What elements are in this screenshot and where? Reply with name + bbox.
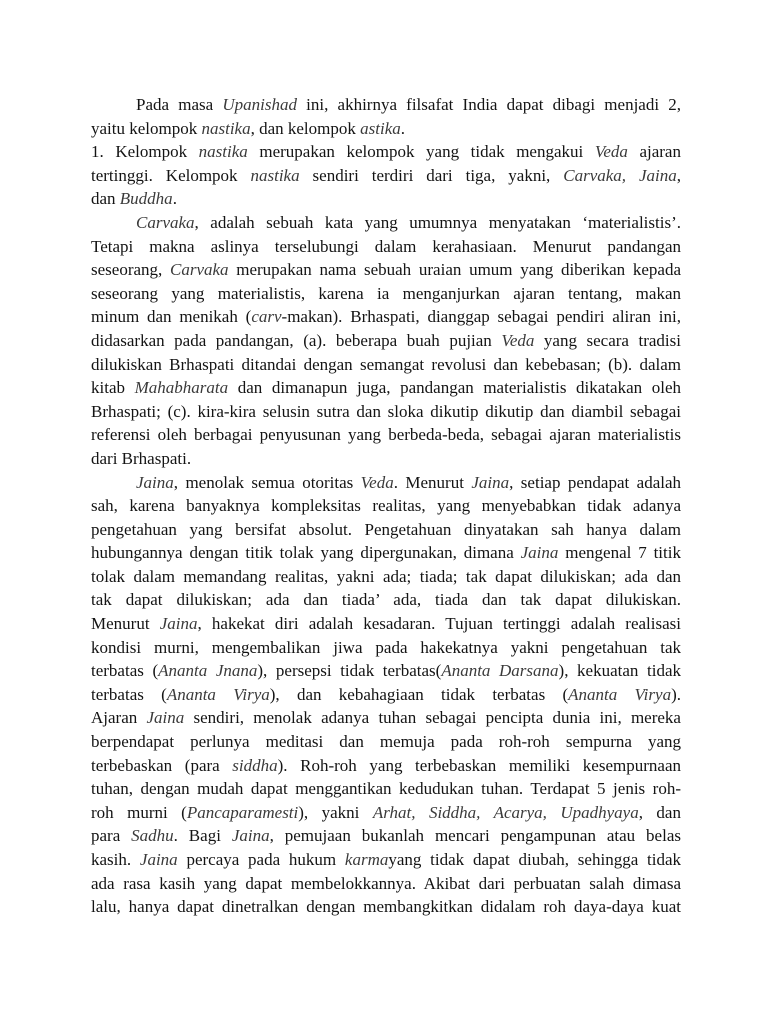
text-segment: yang tidak dapat diubah, sehingga tidak — [388, 850, 681, 869]
text-line — [91, 895, 681, 919]
text-segment: pengetahuan yang bersifat absolut. Pengetahuan dinyatakan sah hanya dalam — [91, 519, 681, 539]
text-segment: mengenal 7 titik — [558, 543, 681, 563]
text-line — [91, 824, 681, 848]
text-line — [91, 683, 681, 707]
text-line — [91, 93, 681, 117]
text-line — [91, 140, 681, 164]
text-segment: ), persepsi tidak terbatas( — [257, 661, 442, 681]
text-segment: 1. Kelompok — [91, 142, 199, 162]
text-line — [91, 612, 681, 636]
text-segment: Menurut — [91, 614, 160, 634]
italic-term: Jaina — [146, 708, 185, 728]
text-segment: kondisi murni, mengembalikan jiwa pada hakekatnya yakni pengetahuan tak — [91, 637, 681, 657]
italic-term: Ananta Jnana — [158, 661, 258, 681]
text-line — [91, 353, 681, 377]
text-segment: , setiap pendapat adalah — [509, 472, 682, 492]
text-segment: dilukiskan Brhaspati ditandai dengan semangat revolusi dan kebebasan; (b). dalam — [91, 354, 681, 374]
text-segment: seseorang, — [91, 260, 170, 280]
text-line — [91, 282, 681, 306]
text-line — [91, 518, 681, 542]
text-segment: sah, karena banyaknya kompleksitas realitas, yang menyebabkan tidak adanya — [91, 496, 681, 516]
text-segment: . Menurut — [393, 472, 472, 492]
text-segment: tak dapat dilukiskan; ada dan tiada’ ada, tiada dan tak dapat dilukiskan. — [91, 590, 681, 610]
text-line — [91, 164, 681, 188]
text-line — [91, 329, 681, 353]
text-line — [91, 872, 681, 896]
text-line — [91, 659, 681, 683]
text-line — [91, 258, 681, 282]
text-segment: ada rasa kasih yang dapat membelokkannya. Akibat dari perbuatan salah dimasa — [91, 873, 681, 893]
text-segment: roh murni ( — [91, 802, 187, 822]
italic-term: Upanishad — [222, 95, 297, 114]
text-segment: , adalah sebuah kata yang umumnya menyatakan ‘materialistis’. — [194, 212, 681, 232]
text-segment: sendiri, menolak adanya tuhan sebagai pencipta dunia ini, mereka — [184, 708, 681, 728]
text-line — [91, 423, 681, 447]
italic-term: Arhat, Siddha, Acarya, Upadhyaya — [372, 802, 639, 822]
text-line — [91, 211, 681, 235]
italic-term: karma — [344, 850, 389, 869]
text-segment: , pemujaan bukanlah mencari pengampunan atau belas — [269, 826, 681, 846]
text-segment: merupakan kelompok yang tidak mengakui — [247, 142, 595, 162]
text-segment: . Bagi — [173, 826, 232, 846]
text-segment: percaya pada hukum — [177, 850, 345, 869]
text-segment: hubungannya dengan titik tolak yang dipergunakan, dimana — [91, 543, 521, 563]
italic-term: Sadhu — [131, 826, 174, 846]
text-line — [91, 376, 681, 400]
text-segment: para — [91, 826, 132, 846]
text-segment: kasih. — [91, 850, 140, 869]
italic-term: Ananta Virya — [166, 684, 270, 704]
text-line — [91, 471, 681, 495]
italic-term: Jaina — [136, 472, 174, 492]
italic-term: Carvaka — [169, 260, 229, 280]
italic-term: Jaina — [139, 850, 178, 869]
text-segment: sendiri terdiri dari tiga, yakni, — [299, 165, 564, 185]
text-line — [91, 706, 681, 730]
italic-term: Carvaka, Jaina — [563, 165, 677, 185]
text-segment: Brhaspati; (c). kira-kira selusin sutra dan sloka dikutip dikutip dan diambil sebagai — [91, 401, 681, 421]
italic-term: nastika — [250, 165, 300, 185]
italic-term: Veda — [360, 472, 394, 492]
italic-term: Jaina — [471, 472, 510, 492]
text-segment: dan — [91, 189, 120, 209]
text-segment: ajaran — [627, 142, 681, 162]
text-segment: minum dan menikah ( — [91, 307, 252, 327]
text-line — [91, 754, 681, 778]
text-segment: terbatas ( — [91, 661, 159, 681]
text-segment: didasarkan pada pandangan, (a). beberapa buah pujian — [91, 330, 502, 350]
text-segment: Ajaran — [91, 708, 147, 728]
text-segment: , dan kelompok — [250, 118, 361, 138]
text-line — [91, 541, 681, 565]
text-segment: Pada masa — [136, 95, 223, 114]
text-segment: tertinggi. Kelompok — [91, 165, 251, 185]
text-segment: ). Roh-roh yang terbebaskan memiliki kesempurnaan — [277, 755, 681, 775]
text-line — [91, 565, 681, 589]
text-segment: kitab — [91, 378, 135, 398]
text-segment: Tetapi makna aslinya terselubungi dalam kerahasiaan. Menurut pandangan — [91, 236, 681, 256]
text-line — [91, 187, 681, 211]
italic-term: Buddha — [119, 189, 173, 209]
italic-term: Veda — [594, 142, 628, 162]
italic-term: Carvaka — [136, 212, 195, 232]
italic-term: astika — [360, 118, 401, 138]
italic-term: nastika — [198, 142, 248, 162]
italic-term: Jaina — [231, 826, 270, 846]
text-segment: ). — [671, 684, 681, 704]
body-text — [91, 93, 681, 919]
text-segment: terbebaskan (para — [91, 755, 233, 775]
text-segment: ), dan kebahagiaan tidak terbatas ( — [269, 684, 569, 704]
text-segment: terbatas ( — [91, 684, 167, 704]
text-segment: merupakan nama sebuah uraian umum yang diberikan kepada — [228, 260, 681, 280]
text-segment: lalu, hanya dapat dinetralkan dengan membangkitkan didalam roh daya-daya kuat — [91, 897, 681, 917]
text-line — [91, 730, 681, 754]
text-segment: dari Brhaspati. — [91, 448, 192, 468]
text-segment: , hakekat diri adalah kesadaran. Tujuan tertinggi adalah realisasi — [197, 614, 681, 634]
text-segment: ), kekuatan tidak — [558, 661, 682, 681]
italic-term: Ananta Darsana — [441, 661, 559, 681]
text-segment: . — [172, 189, 177, 209]
text-line — [91, 494, 681, 518]
text-segment: , dan — [638, 802, 681, 822]
italic-term: carv — [251, 307, 282, 327]
text-line — [91, 305, 681, 329]
text-segment: referensi oleh berbagai penyusunan yang berbeda-beda, sebagai ajaran materialistis — [91, 425, 681, 445]
text-segment: dan dimanapun juga, pandangan materialistis dikatakan oleh — [228, 378, 681, 398]
italic-term: Mahabharata — [134, 378, 229, 398]
italic-term: Ananta Virya — [568, 684, 672, 704]
italic-term: siddha — [232, 755, 278, 775]
text-line — [91, 777, 681, 801]
text-line — [91, 588, 681, 612]
text-segment: , — [676, 165, 681, 185]
text-segment: tuhan, dengan mudah dapat menggantikan kedudukan tuhan. Terdapat 5 jenis roh- — [91, 779, 681, 799]
italic-term: Pancaparamesti — [186, 802, 299, 822]
text-segment: ini, akhirnya filsafat India dapat dibagi menjadi 2, — [296, 95, 681, 114]
text-line — [91, 801, 681, 825]
text-segment: yaitu kelompok — [91, 118, 202, 138]
text-line — [91, 235, 681, 259]
italic-term: Veda — [501, 330, 535, 350]
text-segment: -makan). Brhaspati, dianggap sebagai pendiri aliran ini, — [281, 307, 681, 327]
text-line — [91, 117, 681, 141]
text-line — [91, 447, 681, 471]
text-segment: . — [400, 118, 405, 138]
text-segment: seseorang yang materialistis, karena ia menganjurkan ajaran tentang, makan — [91, 283, 681, 303]
italic-term: nastika — [201, 118, 251, 138]
text-segment: ), yakni — [298, 802, 373, 822]
italic-term: Jaina — [520, 543, 559, 563]
text-line — [91, 848, 681, 872]
text-segment: , menolak semua otoritas — [173, 472, 361, 492]
text-line — [91, 400, 681, 424]
text-segment: yang secara tradisi — [534, 330, 681, 350]
text-segment: tolak dalam memandang realitas, yakni ada; tiada; tak dapat dilukiskan; ada dan — [91, 566, 681, 586]
text-segment: berpendapat perlunya meditasi dan memuja pada roh-roh sempurna yang — [91, 732, 681, 752]
italic-term: Jaina — [159, 614, 198, 634]
text-line — [91, 636, 681, 660]
